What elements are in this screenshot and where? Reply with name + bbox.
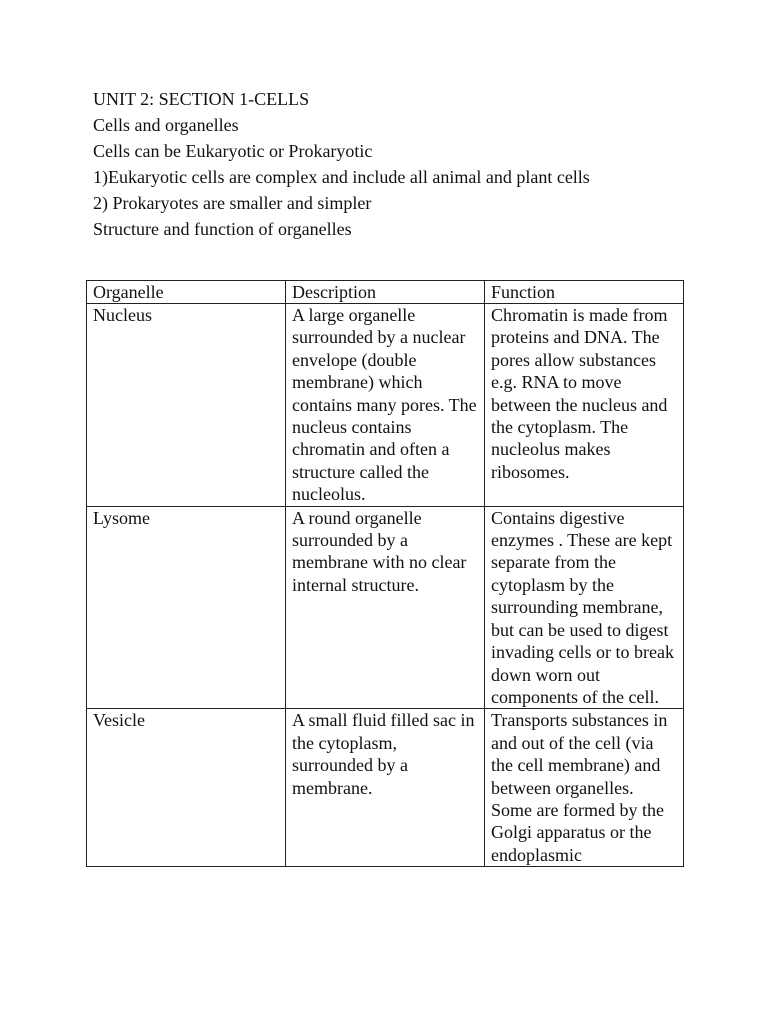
table-row bbox=[87, 304, 684, 507]
header-organelle: Organelle bbox=[87, 281, 286, 304]
unit-title: UNIT 2: SECTION 1-CELLS bbox=[93, 89, 310, 109]
prokaryotic-point: 2) Prokaryotes are smaller and simpler bbox=[93, 193, 372, 213]
function-text: Contains digestive enzymes . These are kept separate from the cytoplasm by the surrounding membrane, but can be used to digest invading cells or to break down worn out components of the cell. bbox=[491, 507, 674, 707]
intro-text bbox=[93, 86, 713, 242]
topic-line: Cells and organelles bbox=[93, 115, 239, 135]
function-cell bbox=[485, 506, 684, 709]
header-description: Description bbox=[286, 281, 485, 304]
header-function: Function bbox=[485, 281, 684, 304]
table-row bbox=[87, 709, 684, 867]
function-text: Chromatin is made from proteins and DNA. The pores allow substances e.g. RNA to move between the nucleus and the cytoplasm. The nucleolus makes ribosomes. bbox=[491, 305, 668, 482]
table-header-row bbox=[87, 281, 684, 304]
table-caption: Structure and function of organelles bbox=[93, 219, 352, 239]
eukaryotic-point: 1)Eukaryotic cells are complex and include all animal and plant cells bbox=[93, 167, 590, 187]
description-text: A small fluid filled sac in the cytoplasm, surrounded by a membrane. bbox=[292, 710, 475, 798]
function-cell bbox=[485, 304, 684, 507]
cell-types-line: Cells can be Eukaryotic or Prokaryotic bbox=[93, 141, 373, 161]
organelle-cell bbox=[87, 506, 286, 709]
description-text: A round organelle surrounded by a membrane with no clear internal structure. bbox=[292, 507, 467, 595]
table-row bbox=[87, 506, 684, 709]
description-cell bbox=[286, 304, 485, 507]
organelle-cell bbox=[87, 304, 286, 507]
description-cell bbox=[286, 709, 485, 867]
function-cell bbox=[485, 709, 684, 867]
description-cell bbox=[286, 506, 485, 709]
organelle-name: Nucleus bbox=[93, 305, 152, 325]
organelle-table bbox=[86, 280, 684, 867]
organelle-cell bbox=[87, 709, 286, 867]
organelle-name: Vesicle bbox=[93, 710, 145, 731]
description-text: A large organelle surrounded by a nuclear envelope (double membrane) which contains many pores. The nucleus contains chromatin and often a structure called the nucleolus. bbox=[292, 305, 477, 505]
organelle-name: Lysome bbox=[93, 507, 150, 528]
function-text: Transports substances in and out of the cell (via the cell membrane) and between organelles. Some are formed by the Golgi apparatus or the endoplasmic bbox=[491, 710, 668, 865]
